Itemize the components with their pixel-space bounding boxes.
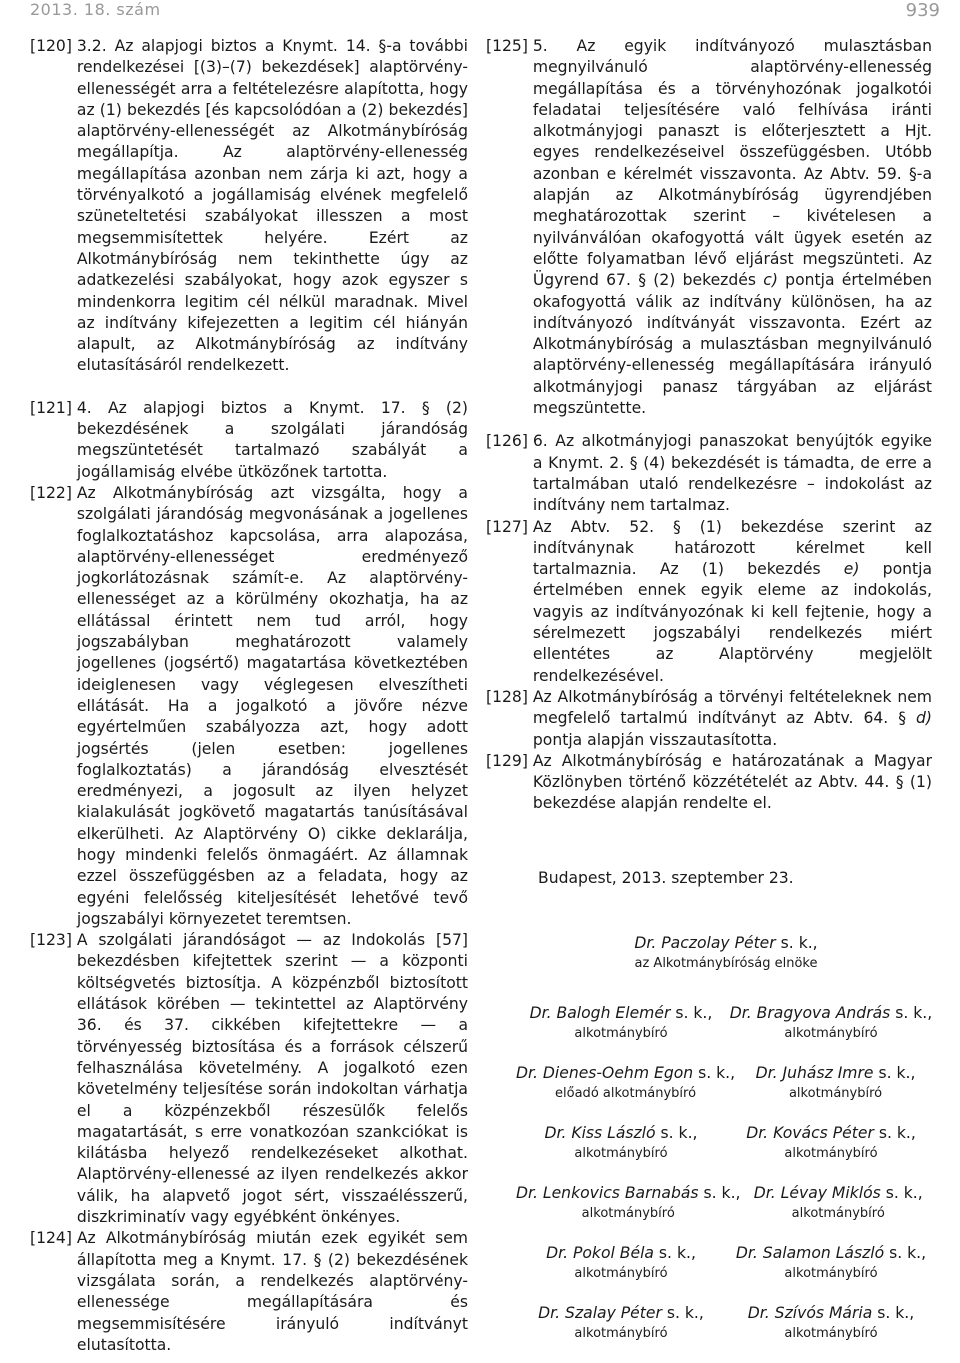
signer-suffix: s. k.,: [693, 1063, 736, 1082]
text-part: Az Alkotmánybíróság a törvényi feltételeknek nem megfelelő tartalmú indítványt az Abtv. 64. §: [532, 687, 932, 728]
italic-point: c): [763, 271, 778, 290]
signature-row: [516, 1123, 936, 1163]
signer-suffix: s. k.,: [890, 1003, 933, 1022]
signer-suffix: s. k.,: [880, 1183, 923, 1202]
paragraph-125: [486, 36, 932, 419]
paragraph-text: Az Alkotmánybíróság miután ezek egyikét sem állapította meg a Knymt. 17. § (2) bekezdésének vizsgálata során, a rendelkezés alaptörvény-ellenessége megállapítására és megsemmisítésére irányuló indítványt elutasította.: [76, 1229, 468, 1354]
paragraph-text: 3.2. Az alapjogi biztos a Knymt. 14. §-a további rendelkezései [(3)–(7) bekezdések] alaptörvény-ellenességét arra a feltételezésre alapította, hogy az (1) bekezdés [és kapcsolódóan a (2) bekezdés] alaptörvény-ellenességét az Alkotmánybíróság megállapítja. Az alaptörvény-ellenesség megállapítása azonban nem zárja ki azt, hogy a törvényalkotó a jogállamiság elvének megfelelő szüneteltetési szabályokat illesszen a most megsemmisítettek helyére. Ezért az Alkotmánybíróság nem tekinthette úgy az adatkezelési szabályokat, hogy azok egyszer s mindenkorra legitim cél nélkül maradnak. Mivel az indítvány kifejezetten a legitim cél hiányán alapult, az Alkotmánybíróság az indítvány elutasításáról rendelkezett.: [76, 37, 468, 375]
paragraph-123: [30, 930, 468, 1228]
signer-suffix: s. k.,: [873, 1123, 916, 1142]
left-column: [30, 36, 468, 1356]
signer-role: alkotmánybíró: [581, 1205, 675, 1221]
text-part: pontja értelmében ennek egyik eleme az indokolás, vagyis az indítványozónak ki kell fejtenie, hogy a sérelmezett jogszabályi rendelkezés miért ellentétes az Alaptörvény megjelölt rendelkezésével.: [532, 560, 933, 685]
signature-row: [516, 1063, 936, 1103]
judge-signature: [726, 1123, 936, 1163]
signer-role: alkotmánybíró: [784, 1265, 878, 1281]
signer-suffix: s. k.,: [884, 1243, 927, 1262]
paragraph-number: [120]: [30, 37, 77, 55]
president-signature: [516, 933, 936, 973]
text-part: Az Abtv. 52. § (1) bekezdése szerint az indítványnak határozott kérelmet kell tartalmaznia. Az (1) bekezdés: [532, 517, 932, 579]
signer-role: alkotmánybíró: [784, 1145, 878, 1161]
signer-suffix: s. k.,: [655, 1123, 698, 1142]
signer-suffix: s. k.,: [670, 1003, 713, 1022]
signer-role: alkotmánybíró: [574, 1145, 668, 1161]
paragraph-text: 4. Az alapjogi biztos a Knymt. 17. § (2) bekezdésének a szolgálati járandóság megszüntetését tartalmazó szabályát a jogállamiság elvébe ütközőnek tartotta.: [76, 398, 468, 481]
signer-role: alkotmánybíró: [574, 1265, 668, 1281]
paragraph-124: [30, 1228, 468, 1356]
paragraph-128: [486, 687, 932, 751]
paragraph-number: [128]: [486, 687, 533, 706]
signer-name: Dr. Lenkovics Barnabás: [516, 1183, 699, 1202]
paragraph-122: [30, 483, 468, 930]
signer-name: Dr. Pokol Béla: [546, 1243, 654, 1262]
signature-row: [516, 1303, 936, 1343]
paragraph-126: [486, 431, 932, 516]
paragraph-120: [30, 36, 468, 377]
signer-suffix: s. k.,: [653, 1243, 696, 1262]
paragraph-text: [533, 36, 932, 419]
paragraph-number: [124]: [30, 1229, 77, 1248]
signer-name: Dr. Szívós Mária: [747, 1303, 873, 1322]
signer-suffix: s. k.,: [661, 1303, 704, 1322]
signer-role: előadó alkotmánybíró: [555, 1085, 697, 1101]
signer-name: Dr. Paczolay Péter: [634, 933, 776, 952]
signer-name: Dr. Kovács Péter: [746, 1123, 874, 1142]
judge-signature: [516, 1303, 726, 1343]
signer-role: alkotmánybíró: [784, 1025, 878, 1041]
signer-suffix: s. k.,: [873, 1063, 916, 1082]
paragraph-text: Az Alkotmánybíróság e határozatának a Magyar Közlönyben történő közzétételét az Abtv. 44. § (1) bekezdése alapján rendelte el.: [532, 751, 932, 813]
paragraph-text: 6. Az alkotmányjogi panaszokat benyújtók egyike a Knymt. 2. § (4) bekezdését is támadta, de erre a tartalmában utaló rendelkezésre – indokolást az indítvány nem tartalmaz.: [532, 432, 932, 515]
text-part: pontja alapján visszautasította.: [532, 730, 778, 749]
paragraph-121: [30, 398, 468, 483]
judge-signature: [516, 1183, 741, 1223]
issue-header: 2013. 18. szám: [30, 0, 161, 19]
signer-role: alkotmánybíró: [574, 1325, 668, 1341]
page-number: 939: [905, 0, 940, 21]
judge-signature: [741, 1183, 937, 1223]
paragraph-text: Az Alkotmánybíróság azt vizsgálta, hogy a szolgálati járandóság megvonásának a jogellenes foglalkoztatáshoz kapcsolása, arra alapozása, alaptörvény-ellenességet eredményező jogkorlátozásnak számít-e. Az alaptörvény-ellenességet az a körülmény okozhatja, ha az ellátással érintett nem tud arról, hogy jogszabályban meghatározott valamely jogellenes (jogsértő) magatartása következtében ideiglenesen vagy véglegesen elveszítheti ellátását. Ha a jogalkotó a jövőre nézve egyértelműen szabályozza azt, hogy adott jogsértés (jelen esetben: jogellenes foglalkoztatás) a járandóság elvesztését eredményezi, a jogosult az ilyen helyzet kialakulását jogkövető magatartás tanúsításával elkerülheti. Az Alaptörvény O) cikke deklarálja, hogy mindenki felelős önmagáért. Az államnak ezzel összefüggésben az a feladata, hogy az egyéni felelősség kiteljesítését lehetővé tevő jogszabályi környezetet teremtsen.: [76, 483, 468, 928]
judge-signature: [726, 1003, 936, 1043]
paragraph-127: [486, 517, 932, 687]
signer-name: Dr. Szalay Péter: [538, 1303, 662, 1322]
judge-signature: [516, 1243, 726, 1283]
judge-signature: [726, 1303, 936, 1343]
paragraph-text: [533, 687, 932, 751]
paragraph-number: [129]: [486, 751, 533, 770]
italic-point: e): [843, 560, 860, 579]
italic-point: d): [916, 709, 932, 728]
paragraph-text: [533, 517, 932, 687]
signature-row: [516, 1243, 936, 1283]
signer-suffix: s. k.,: [775, 933, 818, 952]
signer-role: az Alkotmánybíróság elnöke: [634, 955, 818, 971]
signature-row: [516, 1183, 936, 1223]
signatures: [486, 933, 936, 1343]
judge-signature: [516, 1063, 735, 1103]
paragraph-number: [126]: [486, 432, 533, 451]
paragraph-number: [123]: [30, 931, 77, 950]
signer-role: alkotmánybíró: [791, 1205, 885, 1221]
judge-signature: [735, 1063, 936, 1103]
paragraph-129: [486, 751, 932, 815]
judge-signature: [516, 1003, 726, 1043]
signer-name: Dr. Salamon László: [735, 1243, 885, 1262]
signer-name: Dr. Bragyova András: [729, 1003, 891, 1022]
signer-role: alkotmánybíró: [574, 1025, 668, 1041]
paragraph-number: [125]: [486, 37, 533, 55]
paragraph-number: [127]: [486, 517, 533, 536]
signer-suffix: s. k.,: [872, 1303, 915, 1322]
place-date: Budapest, 2013. szeptember 23.: [538, 868, 794, 887]
signer-name: Dr. Dienes-Oehm Egon: [516, 1063, 694, 1082]
text-part: 5. Az egyik indítványozó mulasztásban megnyilvánuló alaptörvény-ellenesség megállapítása és a törvényhozónak jogalkotói feladatai teljesítésére való felhívása iránti alkotmányjogi panaszt is előterjesztett a Hjt. egyes rendelkezéseivel összefüggésben. Utóbb azonban e kérelmét visszavonta. Az Abtv. 59. §-a alapján az Alkotmánybíróság ügyrendjében meghatározottak szerint – kivételesen a nyilvánválóan okafogyottá vált ügyek esetén az előtte folyamatban lévő eljárást megszünteti. Az Ügyrend 67. § (2) bekezdés: [532, 37, 932, 290]
signer-name: Dr. Kiss László: [544, 1123, 656, 1142]
paragraph-number: [121]: [30, 398, 77, 417]
judge-signature: [516, 1123, 726, 1163]
signer-role: alkotmánybíró: [788, 1085, 883, 1101]
signer-name: Dr. Balogh Elemér: [529, 1003, 671, 1022]
signer-role: alkotmánybíró: [784, 1325, 878, 1341]
signer-name: Dr. Juhász Imre: [755, 1063, 874, 1082]
signature-row: [516, 1003, 936, 1043]
signer-suffix: s. k.,: [698, 1183, 741, 1202]
paragraph-number: [122]: [30, 483, 77, 502]
text-part: pontja értelmében okafogyottá válik az indítvány különösen, ha az indítványozó indítványát visszavonta. Ezért az Alkotmánybíróság a mulasztásban megnyilvánuló alaptörvény-ellenesség megállapítására irányuló alkotmányjogi panasz tárgyában az eljárást megszüntette.: [532, 271, 932, 418]
judge-signature: [726, 1243, 936, 1283]
signer-name: Dr. Lévay Miklós: [753, 1183, 881, 1202]
right-column: [486, 36, 932, 1363]
paragraph-text: A szolgálati járandóságot — az Indokolás [57] bekezdésben kifejtettek szerint — a központi költségvetés biztosítja. A közpénzből biztosított ellátások körében — tekintettel az Alaptörvény 36. és 37. cikkében kifejtettekre — a törvényesség biztosítása és a források célszerű felhasználása követelmény. A jogalkotó ezen követelmény teljesítése során indokoltan várhatja el a közpénzekből részesülők felelős magatartását, s erre vonatkozóan szankciókat is kilátásba helyező rendelkezéseket alkothat. Alaptörvény-ellenessé az ilyen rendelkezés akkor válik, ha alapvető jogot sért, visszaélésszerű, diszkriminatív vagy egyébként önkényes.: [76, 931, 468, 1227]
